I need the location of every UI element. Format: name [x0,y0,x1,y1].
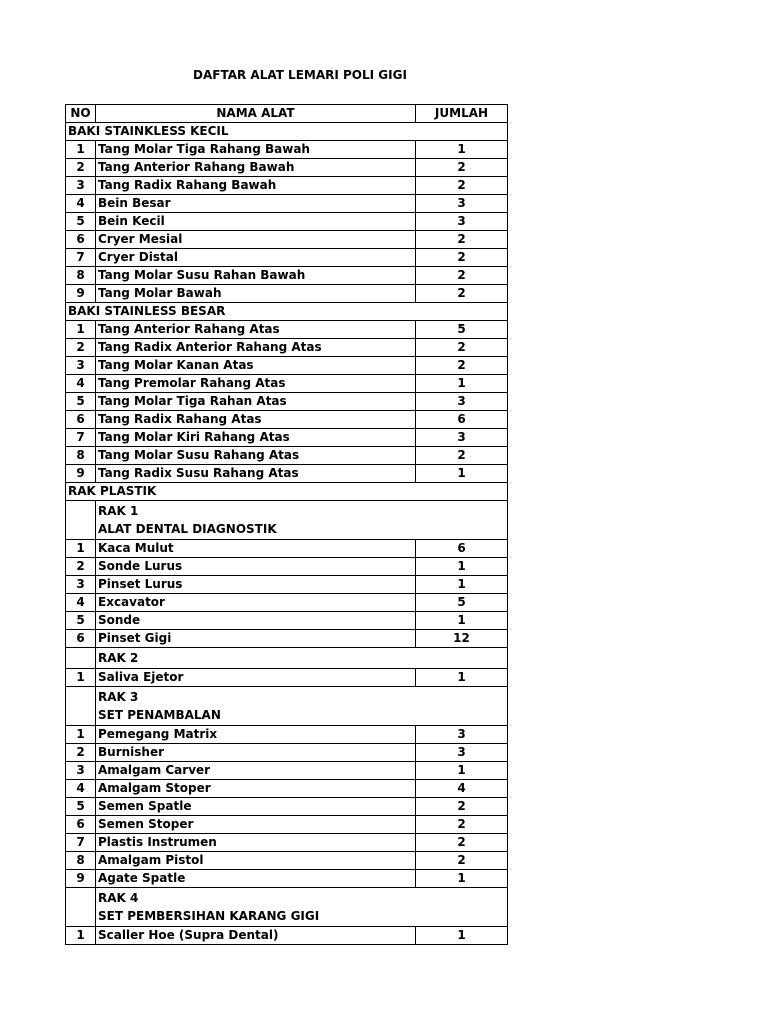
item-no: 6 [66,630,96,648]
item-no: 2 [66,744,96,762]
header-row [66,105,508,123]
item-no: 4 [66,780,96,798]
table-row [66,540,508,558]
item-no: 7 [66,834,96,852]
table-row [66,267,508,285]
item-qty: 1 [416,669,508,687]
item-no: 3 [66,357,96,375]
item-qty: 1 [416,576,508,594]
item-name: Pinset Gigi [96,630,416,648]
item-name: Pemegang Matrix [96,726,416,744]
item-qty: 2 [416,816,508,834]
table-row [66,321,508,339]
table-row [66,447,508,465]
inventory-table [65,104,508,945]
item-no: 5 [66,393,96,411]
item-name: Tang Premolar Rahang Atas [96,375,416,393]
item-no: 1 [66,540,96,558]
item-qty: 3 [416,195,508,213]
subsection-label: RAK 3 [98,690,139,704]
table-row [66,927,508,945]
item-qty: 5 [416,594,508,612]
item-name: Tang Molar Tiga Rahan Atas [96,393,416,411]
table-row [66,798,508,816]
item-no: 4 [66,195,96,213]
item-name: Scaller Hoe (Supra Dental) [96,927,416,945]
item-no: 4 [66,375,96,393]
table-row [66,357,508,375]
item-name: Tang Radix Susu Rahang Atas [96,465,416,483]
table-row [66,612,508,630]
item-no: 2 [66,558,96,576]
item-name: Pinset Lurus [96,576,416,594]
subsection-rak-1 [66,501,508,540]
subsection-cell [96,501,508,540]
item-name: Tang Molar Susu Rahan Bawah [96,267,416,285]
item-qty: 2 [416,231,508,249]
table-row [66,870,508,888]
table-row [66,339,508,357]
item-no: 1 [66,927,96,945]
section-label: RAK PLASTIK [66,483,508,501]
section-baki-besar [66,303,508,321]
section-rak-plastik [66,483,508,501]
item-name: Tang Molar Kiri Rahang Atas [96,429,416,447]
item-no: 1 [66,141,96,159]
item-no: 6 [66,411,96,429]
table-row [66,393,508,411]
table-row [66,576,508,594]
item-name: Sonde [96,612,416,630]
item-qty: 1 [416,141,508,159]
empty-cell [66,687,96,726]
item-qty: 1 [416,558,508,576]
item-name: Bein Besar [96,195,416,213]
item-no: 6 [66,816,96,834]
item-no: 7 [66,249,96,267]
empty-cell [66,648,96,669]
item-no: 2 [66,159,96,177]
subsection-cell [96,888,508,927]
header-no: NO [66,105,96,123]
item-qty: 2 [416,177,508,195]
item-name: Excavator [96,594,416,612]
table-row [66,669,508,687]
item-qty: 3 [416,393,508,411]
item-no: 7 [66,429,96,447]
item-name: Plastis Instrumen [96,834,416,852]
item-qty: 2 [416,852,508,870]
item-qty: 3 [416,726,508,744]
table-row [66,285,508,303]
item-qty: 2 [416,159,508,177]
subsection-cell [96,687,508,726]
table-row [66,630,508,648]
table-row [66,141,508,159]
item-name: Tang Molar Bawah [96,285,416,303]
item-no: 8 [66,447,96,465]
table-row [66,159,508,177]
item-qty: 6 [416,411,508,429]
item-no: 1 [66,669,96,687]
table-row [66,231,508,249]
item-qty: 2 [416,267,508,285]
table-row [66,465,508,483]
item-qty: 1 [416,465,508,483]
item-qty: 3 [416,213,508,231]
table-row [66,411,508,429]
empty-cell [66,888,96,927]
item-qty: 6 [416,540,508,558]
item-name: Kaca Mulut [96,540,416,558]
item-name: Semen Stoper [96,816,416,834]
item-qty: 2 [416,357,508,375]
item-qty: 1 [416,762,508,780]
table-row [66,726,508,744]
item-name: Burnisher [96,744,416,762]
item-qty: 2 [416,798,508,816]
item-name: Tang Molar Susu Rahang Atas [96,447,416,465]
subsection-sublabel: SET PENAMBALAN [98,708,221,722]
item-qty: 1 [416,870,508,888]
item-no: 1 [66,726,96,744]
table-row [66,780,508,798]
table-row [66,558,508,576]
item-qty: 2 [416,339,508,357]
table-row [66,177,508,195]
item-qty: 1 [416,612,508,630]
item-qty: 12 [416,630,508,648]
table-row [66,249,508,267]
item-name: Sonde Lurus [96,558,416,576]
item-no: 6 [66,231,96,249]
item-no: 3 [66,177,96,195]
item-name: Amalgam Stoper [96,780,416,798]
table-row [66,429,508,447]
item-name: Tang Anterior Rahang Bawah [96,159,416,177]
item-name: Tang Molar Tiga Rahang Bawah [96,141,416,159]
page-title: DAFTAR ALAT LEMARI POLI GIGI [193,68,407,82]
header-name: NAMA ALAT [96,105,416,123]
item-qty: 3 [416,744,508,762]
item-name: Tang Molar Kanan Atas [96,357,416,375]
item-no: 2 [66,339,96,357]
item-name: Amalgam Carver [96,762,416,780]
table-row [66,195,508,213]
item-name: Amalgam Pistol [96,852,416,870]
item-no: 5 [66,612,96,630]
table-row [66,375,508,393]
item-name: Cryer Distal [96,249,416,267]
item-qty: 2 [416,285,508,303]
item-no: 9 [66,870,96,888]
subsection-rak-4 [66,888,508,927]
subsection-label: RAK 2 [98,651,139,665]
item-qty: 1 [416,927,508,945]
empty-cell [66,501,96,540]
item-name: Tang Radix Rahang Atas [96,411,416,429]
table-row [66,852,508,870]
subsection-label: RAK 1 [98,504,139,518]
item-no: 8 [66,852,96,870]
section-label: BAKI STAINKLESS KECIL [66,123,508,141]
item-no: 3 [66,576,96,594]
table-row [66,816,508,834]
item-qty: 4 [416,780,508,798]
table-row [66,744,508,762]
item-qty: 3 [416,429,508,447]
item-qty: 2 [416,447,508,465]
item-name: Bein Kecil [96,213,416,231]
subsection-rak-3 [66,687,508,726]
item-no: 5 [66,213,96,231]
header-qty: JUMLAH [416,105,508,123]
item-no: 8 [66,267,96,285]
item-qty: 2 [416,249,508,267]
item-qty: 2 [416,834,508,852]
item-name: Tang Radix Rahang Bawah [96,177,416,195]
subsection-rak-2 [66,648,508,669]
item-no: 4 [66,594,96,612]
subsection-label: RAK 4 [98,891,139,905]
table-row [66,762,508,780]
item-name: Saliva Ejetor [96,669,416,687]
table-row [66,213,508,231]
item-no: 3 [66,762,96,780]
item-name: Cryer Mesial [96,231,416,249]
subsection-cell [96,648,508,669]
table-row [66,594,508,612]
item-no: 9 [66,285,96,303]
item-name: Tang Radix Anterior Rahang Atas [96,339,416,357]
section-baki-kecil [66,123,508,141]
item-no: 5 [66,798,96,816]
item-qty: 1 [416,375,508,393]
item-no: 1 [66,321,96,339]
item-name: Semen Spatle [96,798,416,816]
item-qty: 5 [416,321,508,339]
section-label: BAKI STAINLESS BESAR [66,303,508,321]
table-row [66,834,508,852]
item-no: 9 [66,465,96,483]
item-name: Agate Spatle [96,870,416,888]
subsection-sublabel: SET PEMBERSIHAN KARANG GIGI [98,909,320,923]
subsection-sublabel: ALAT DENTAL DIAGNOSTIK [98,522,277,536]
item-name: Tang Anterior Rahang Atas [96,321,416,339]
